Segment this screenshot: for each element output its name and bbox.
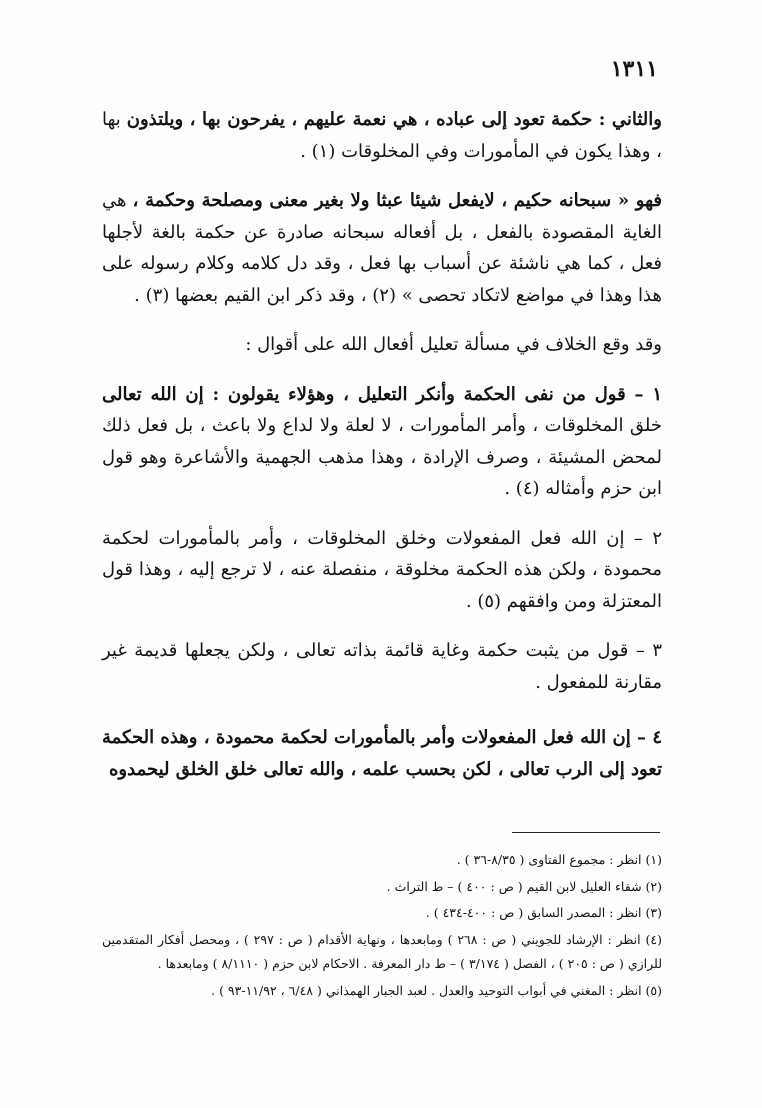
- footnote-4: (٤) انظر : الإرشاد للجويني ( ص : ٢٦٨ ) ومابعدها ، ونهاية الأقدام ( ص : ٢٩٧ ) ، ومحصل أفكار المتقدمين للرازي ( ص : ٢٠٥ ) ، الفصل ( ٣/١٧٤ ) – ط دار المعرفة . الاحكام لابن حزم ( ٨/١١١٠ ) ومابعدها .: [102, 931, 662, 971]
- paragraph-disagreement-intro: [102, 329, 662, 361]
- paragraph-body: خلق المخلوقات ، وأمر المأمورات ، لا لعلة ولا لداع ولا باعث ، بل فعل ذلك لمحض المشيئة ، وصرف الإرادة ، وهذا مذهب الجهمية والأشاعرة وهو قول ابن حزم وأمثاله (٤) .: [102, 415, 662, 499]
- paragraph-lead: ٤ – إن الله فعل المفعولات وأمر بالمأمورات لحكمة محمودة ، وهذه الحكمة تعود إلى الرب تعالى ، لكن بحسب علمه ، والله تعالى خلق الخلق ليحمدوه: [102, 727, 662, 780]
- paragraph-body: ٢ – إن الله فعل المفعولات وخلق المخلوقات ، وأمر بالمأمورات لحكمة محمودة ، ولكن هذه الحكمة مخلوقة ، منفصلة عنه ، لا ترجع إليه ، وهذا قول المعتزلة ومن وافقهم (٥) .: [102, 527, 662, 612]
- paragraph-second-wisdom: [102, 104, 662, 167]
- paragraph-lead: ١ – قول من نفى الحكمة وأنكر التعليل ، وهؤلاء يقولون : إن الله تعالى: [102, 383, 662, 405]
- paragraph-body: هي الغاية المقصودة بالفعل ، بل أفعاله سبحانه صادرة عن حكمة بالغة لأجلها فعل ، كما هي ناشئة عن أسباب بها فعل ، وقد دل كلامه وكلام رسوله على هذا وهذا في مواضع لاتكاد تحصى » (٢) ، وقد ذكر ابن القيم بعضها (٣) .: [102, 190, 662, 306]
- main-text: [102, 104, 662, 803]
- paragraph-quote-ibn-qayyim: [102, 185, 662, 311]
- paragraph-body: ٣ – قول من يثبت حكمة وغاية قائمة بذاته تعالى ، ولكن يجعلها قديمة غير مقارنة للمفعول .: [102, 640, 662, 693]
- paragraph-body: وقد وقع الخلاف في مسألة تعليل أفعال الله على أقوال :: [245, 334, 662, 355]
- footnotes: [102, 848, 662, 1005]
- paragraph-view-3: [102, 635, 662, 698]
- footnote-2: (٢) شفاء العليل لابن القيم ( ص : ٤٠٠ ) – ط التراث .: [386, 878, 662, 894]
- footnote-3: (٣) انظر : المصدر السابق ( ص : ٤٠٠-٤٣٤ ) .: [425, 905, 662, 920]
- paragraph-view-2: [102, 523, 662, 618]
- footnote-separator: [512, 832, 660, 833]
- paragraph-lead: فهو « سبحانه حكيم ، لايفعل شيئا عبثا ولا بغير معنى ومصلحة وحكمة ،: [132, 190, 662, 211]
- page-number: ١٣١١: [610, 56, 658, 82]
- footnote-1: (١) انظر : مجموع الفتاوى ( ٨/٣٥-٣٦ ) .: [456, 852, 662, 867]
- paragraph-view-4: [102, 722, 662, 785]
- paragraph-lead: والثاني : حكمة تعود إلى عباده ، هي نعمة عليهم ، يفرحون بها ، ويلتذون: [126, 109, 662, 130]
- paragraph-view-1: [102, 379, 662, 505]
- paragraph-body: بها ، وهذا يكون في المأمورات وفي المخلوقات (١) .: [102, 109, 662, 162]
- footnote-5: (٥) انظر : المغني في أبواب التوحيد والعدل . لعبد الجبار الهمذاني ( ٦/٤٨ ، ١١/٩٢-٩٣ ) .: [211, 982, 662, 998]
